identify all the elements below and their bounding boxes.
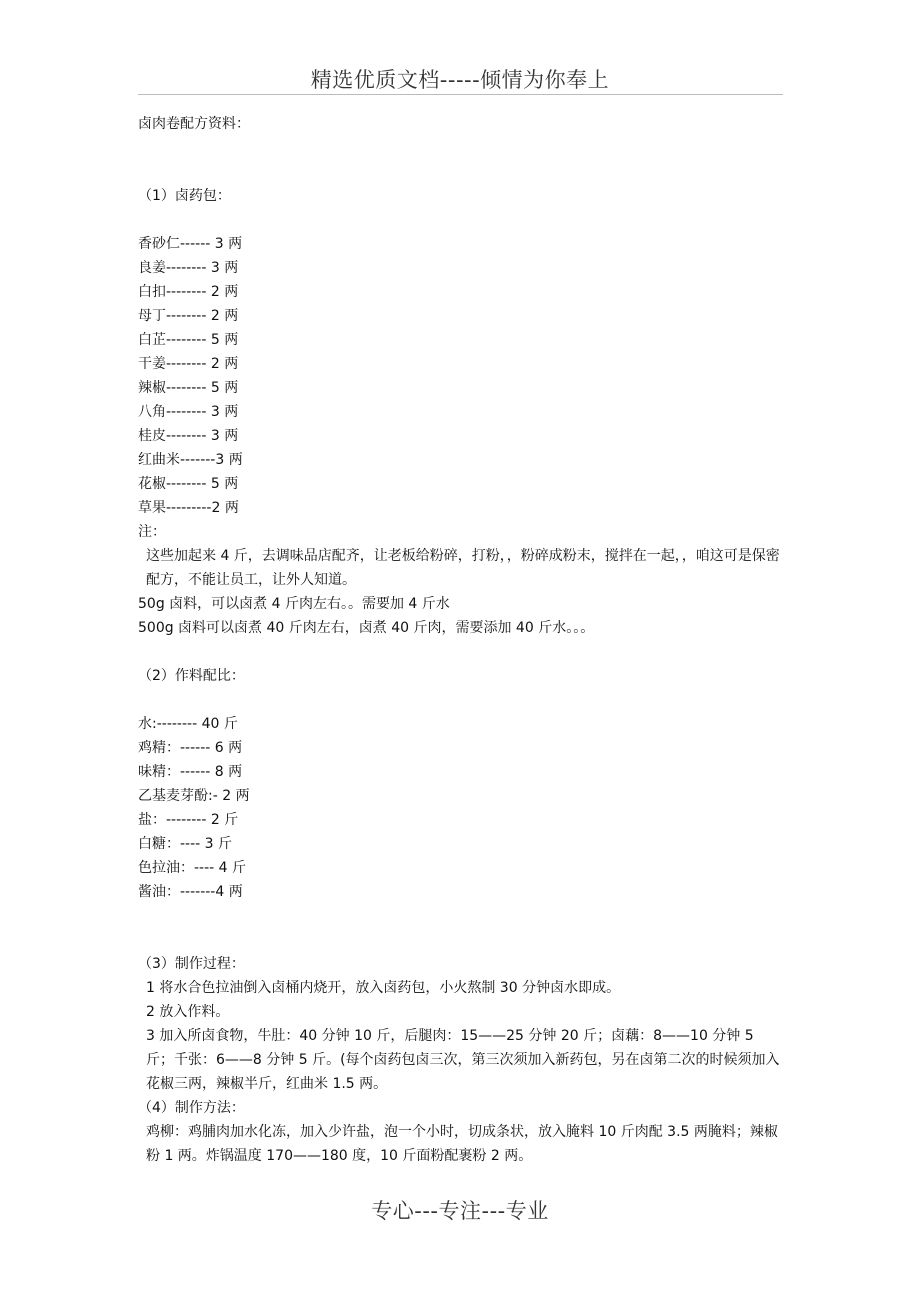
header-divider [138, 94, 783, 95]
spacer [138, 208, 783, 232]
seasoning-item: 水:-------- 40 斤 [138, 716, 238, 732]
process-step-2: 2 放入作料。 [146, 1004, 230, 1020]
page-header-title: 精选优质文档-----倾情为你奉上 [310, 68, 610, 92]
note-text: 这些加起来 4 斤，去调味品店配齐，让老板给粉碎，打粉，，粉碎成粉末，搅拌在一起，，咱这可是保密配方，不能让员工，让外人知道。 [146, 548, 780, 588]
method-text: 鸡柳：鸡脯肉加水化冻，加入少许盐，泡一个小时，切成条状，放入腌料 10 斤肉配 3.5 两腌料；辣椒粉 1 两。炸锅温度 170——180 度，10 斤面粉配裹粉 2 两。 [146, 1124, 778, 1164]
spice-item: 红曲米-------3 两 [138, 452, 243, 468]
page-footer-text: 专心---专注---专业 [371, 1199, 549, 1223]
spice-item: 良姜-------- 3 两 [138, 260, 239, 276]
spice-item: 桂皮-------- 3 两 [138, 428, 239, 444]
spice-item: 母丁-------- 2 两 [138, 308, 239, 324]
process-step-1: 1 将水合色拉油倒入卤桶内烧开，放入卤药包，小火熬制 30 分钟卤水即成。 [146, 980, 621, 996]
note-label: 注： [138, 524, 166, 540]
process-step-3: 3 加入所卤食物，牛肚：40 分钟 10 斤，后腿肉：15——25 分钟 20 斤；卤藕：8——10 分钟 5 斤；千张：6——8 分钟 5 斤。(每个卤药包卤三次，第三次须加入新药包，另在卤第二次的时候须加入花椒三两，辣椒半斤，红曲米 1.5 两。 [146, 1028, 780, 1092]
spice-item: 草果---------2 两 [138, 500, 239, 516]
spacer [138, 688, 783, 712]
seasoning-item: 酱油：-------4 两 [138, 884, 243, 900]
spice-item: 辣椒-------- 5 两 [138, 380, 239, 396]
seasoning-item: 色拉油：---- 4 斤 [138, 860, 247, 876]
seasoning-item: 鸡精：------ 6 两 [138, 740, 243, 756]
note-50g: 50g 卤料，可以卤煮 4 斤肉左右。。需要加 4 斤水 [138, 596, 450, 612]
document-title: 卤肉卷配方资料： [138, 116, 250, 132]
spacer [138, 136, 783, 184]
seasoning-item: 味精：------ 8 两 [138, 764, 243, 780]
spacer [138, 904, 783, 952]
spice-item: 八角-------- 3 两 [138, 404, 239, 420]
spice-item: 白芷-------- 5 两 [138, 332, 239, 348]
section-4-heading: （4）制作方法： [138, 1100, 245, 1116]
spice-item: 香砂仁------ 3 两 [138, 236, 243, 252]
spice-item: 花椒-------- 5 两 [138, 476, 239, 492]
spice-item: 白扣-------- 2 两 [138, 284, 239, 300]
section-3-heading: （3）制作过程： [138, 956, 245, 972]
seasoning-item: 乙基麦芽酚:- 2 两 [138, 788, 250, 804]
section-2-heading: （2）作料配比： [138, 668, 245, 684]
seasoning-item: 白糖：---- 3 斤 [138, 836, 233, 852]
spacer [138, 640, 783, 664]
section-1-heading: （1）卤药包： [138, 188, 231, 204]
note-500g: 500g 卤料可以卤煮 40 斤肉左右，卤煮 40 斤肉，需要添加 40 斤水。。。 [138, 620, 595, 636]
spice-item: 干姜-------- 2 两 [138, 356, 239, 372]
document-body [138, 112, 783, 1168]
seasoning-item: 盐：-------- 2 斤 [138, 812, 239, 828]
